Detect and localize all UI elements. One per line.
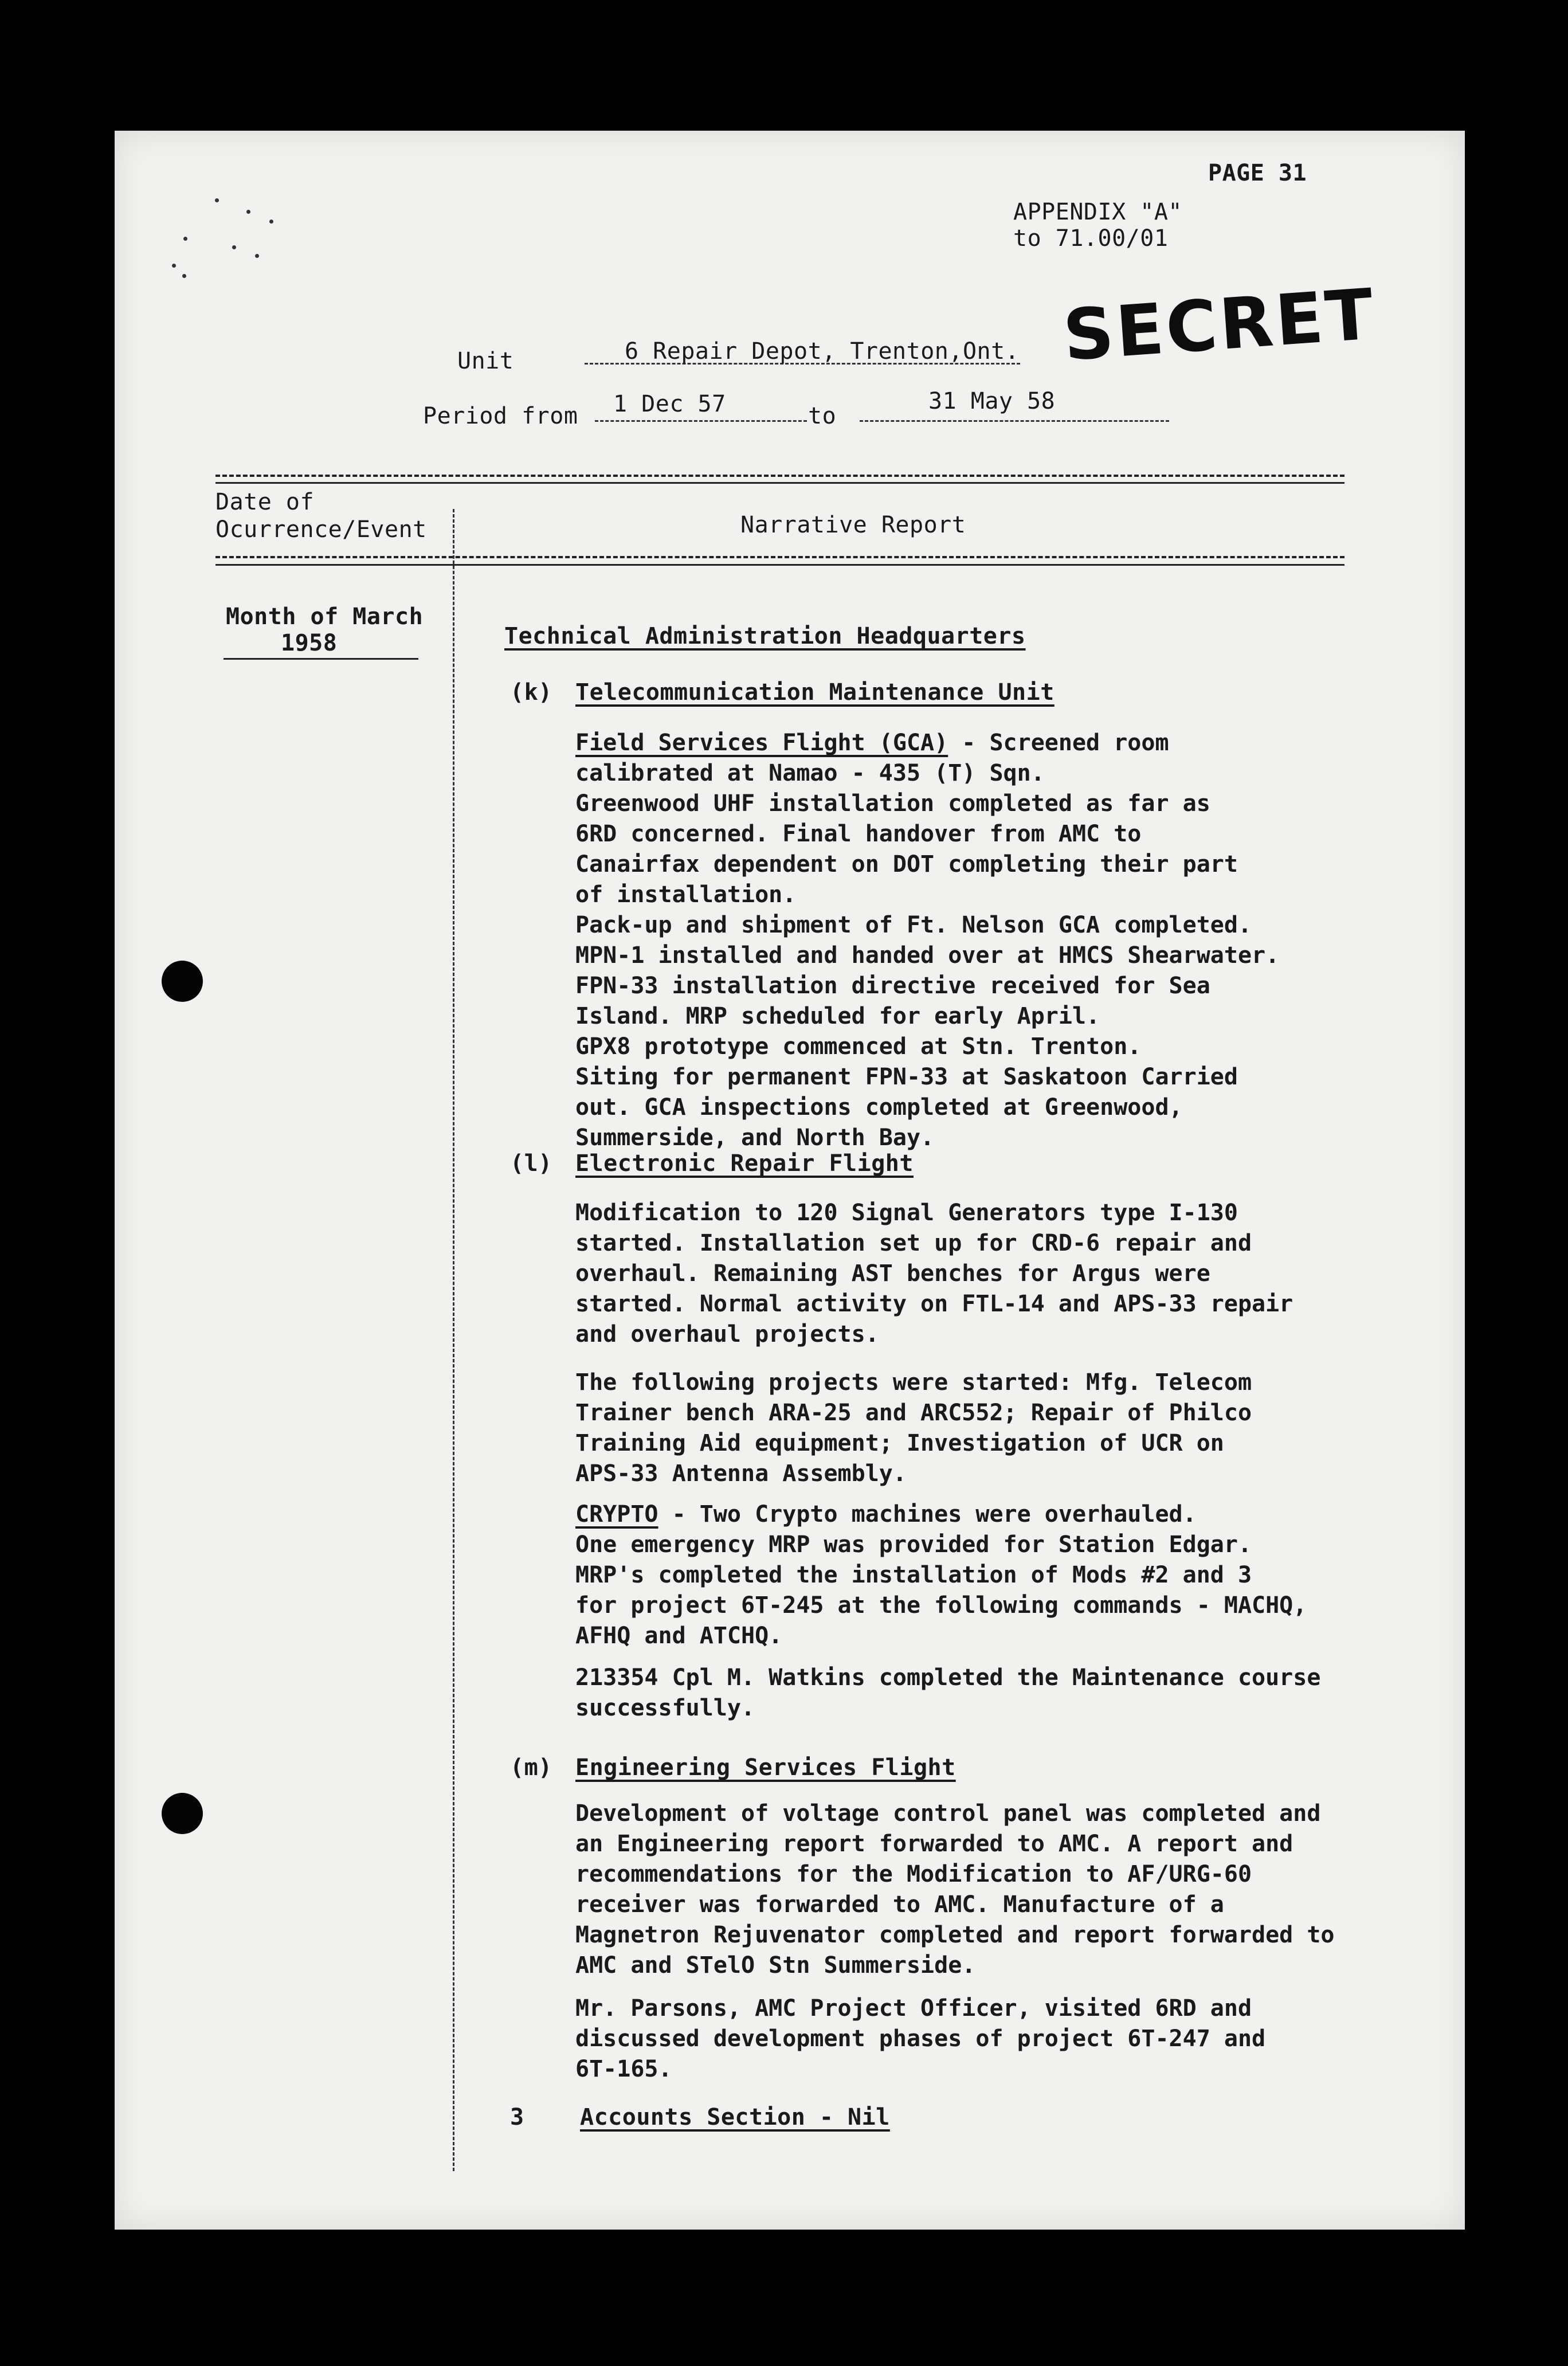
section-title: Technical Administration Headquarters: [504, 623, 1026, 649]
section-l-line: and overhaul projects.: [575, 1321, 879, 1347]
section-m-para-1: [575, 1799, 1335, 1981]
secret-stamp: SECRET: [1060, 273, 1378, 377]
crypto-line: AFHQ and ATCHQ.: [575, 1623, 783, 1649]
crypto-line: MRP's completed the installation of Mods #2 and 3: [575, 1562, 1252, 1588]
period-to-blank-line: [860, 420, 1169, 422]
column-date-line-2: Ocurrence/Event: [215, 516, 427, 543]
section-k-line: Island. MRP scheduled for early April.: [575, 1003, 1100, 1029]
section-m-line: Mr. Parsons, AMC Project Officer, visited 6RD and: [575, 1995, 1252, 2022]
crypto-first-text: - Two Crypto machines were overhauled.: [658, 1501, 1197, 1527]
section-k-line: Summerside, and North Bay.: [575, 1125, 935, 1151]
crypto-line-first: [575, 1499, 1307, 1530]
column-divider: [453, 509, 454, 2171]
section-m-line: AMC and STelO Stn Summerside.: [575, 1952, 976, 1979]
page-number: PAGE 31: [1208, 160, 1307, 186]
section-l-marker: (l): [510, 1150, 552, 1177]
section-k-line-first: [575, 728, 1279, 758]
field-services-first-text: - Screened room: [948, 730, 1169, 756]
section-k-line: Greenwood UHF installation completed as far as: [575, 790, 1210, 817]
section-m-line: Magnetron Rejuvenator completed and report forwarded to: [575, 1922, 1335, 1948]
section-k-line: GPX8 prototype commenced at Stn. Trenton.: [575, 1033, 1142, 1060]
section-m-marker: (m): [510, 1754, 552, 1781]
appendix-line-1: APPENDIX "A": [1013, 199, 1182, 225]
section-3-marker: 3: [510, 2104, 524, 2130]
section-m-line: recommendations for the Modification to AF/URG-60: [575, 1861, 1252, 1887]
period-to: 31 May 58: [928, 388, 1056, 414]
section-l-title: Electronic Repair Flight: [575, 1150, 914, 1177]
section-k-line: Canairfax dependent on DOT completing their part: [575, 851, 1238, 878]
section-l-para-4: [575, 1663, 1320, 1723]
field-services-heading: Field Services Flight (GCA): [575, 730, 948, 756]
column-date-line-1: Date of: [215, 489, 315, 515]
crypto-line: One emergency MRP was provided for Station Edgar.: [575, 1531, 1252, 1558]
crypto-heading: CRYPTO: [575, 1501, 658, 1527]
punch-hole-top: [162, 961, 203, 1002]
crypto-line: for project 6T-245 at the following commands - MACHQ,: [575, 1592, 1307, 1619]
section-l-line: started. Normal activity on FTL-14 and APS-33 repair: [575, 1291, 1293, 1317]
appendix-line-2: to 71.00/01: [1013, 225, 1169, 252]
header-rule-top: [215, 475, 1344, 477]
header-rule-top-2: [215, 482, 1344, 484]
header-rule-bottom: [215, 556, 1344, 558]
section-m-line: an Engineering report forwarded to AMC. A report and: [575, 1831, 1293, 1857]
section-k-line: MPN-1 installed and handed over at HMCS Shearwater.: [575, 942, 1280, 969]
date-entry-year: 1958: [281, 630, 338, 656]
period-label: Period from: [423, 403, 578, 429]
section-l-para-2: [575, 1368, 1252, 1489]
punch-hole-bottom: [162, 1793, 203, 1834]
section-l-line: started. Installation set up for CRD-6 repair and: [575, 1230, 1252, 1256]
section-l-line: Modification to 120 Signal Generators type I-130: [575, 1200, 1238, 1226]
period-from-blank-line: [595, 420, 807, 422]
section-k-line: 6RD concerned. Final handover from AMC to: [575, 821, 1142, 847]
section-k-line: of installation.: [575, 882, 797, 908]
section-l-crypto: [575, 1499, 1307, 1651]
section-k-body: [575, 728, 1279, 1153]
unit-value: 6 Repair Depot, Trenton,Ont.: [625, 338, 1020, 365]
document-page: [115, 131, 1465, 2230]
period-to-label: to: [808, 403, 837, 429]
unit-label: Unit: [457, 348, 514, 374]
section-k-line: Pack-up and shipment of Ft. Nelson GCA completed.: [575, 912, 1252, 938]
section-m-line: 6T-165.: [575, 2056, 672, 2082]
section-k-line: FPN-33 installation directive received for Sea: [575, 973, 1210, 999]
section-k-line: out. GCA inspections completed at Greenwood,: [575, 1094, 1183, 1121]
date-entry-month: Month of March: [226, 604, 424, 630]
section-l-line: Trainer bench ARA-25 and ARC552; Repair of Philco: [575, 1400, 1252, 1426]
header-rule-bottom-2: [215, 564, 1344, 566]
section-m-line: Development of voltage control panel was completed and: [575, 1800, 1321, 1827]
section-m-line: receiver was forwarded to AMC. Manufacture of a: [575, 1891, 1224, 1918]
section-m-line: discussed development phases of project 6T-247 and: [575, 2026, 1266, 2052]
section-l-line: The following projects were started: Mfg. Telecom: [575, 1369, 1252, 1396]
section-k-title: Telecommunication Maintenance Unit: [575, 679, 1055, 706]
section-l-line: 213354 Cpl M. Watkins completed the Maintenance course: [575, 1664, 1321, 1691]
section-l-line: Training Aid equipment; Investigation of UCR on: [575, 1430, 1224, 1456]
section-l-para-1: [575, 1198, 1293, 1350]
section-3-title: Accounts Section - Nil: [580, 2104, 890, 2130]
date-entry-underline: [224, 658, 418, 660]
column-narrative: Narrative Report: [740, 512, 966, 538]
period-from: 1 Dec 57: [613, 391, 726, 417]
section-k-marker: (k): [510, 679, 552, 706]
section-l-line: successfully.: [575, 1695, 755, 1721]
section-k-line: Siting for permanent FPN-33 at Saskatoon Carried: [575, 1064, 1238, 1090]
section-m-title: Engineering Services Flight: [575, 1754, 956, 1781]
section-l-line: overhaul. Remaining AST benches for Argus were: [575, 1260, 1210, 1287]
section-m-para-2: [575, 1993, 1265, 2085]
section-l-line: APS-33 Antenna Assembly.: [575, 1460, 907, 1487]
section-k-line: calibrated at Namao - 435 (T) Sqn.: [575, 760, 1045, 786]
